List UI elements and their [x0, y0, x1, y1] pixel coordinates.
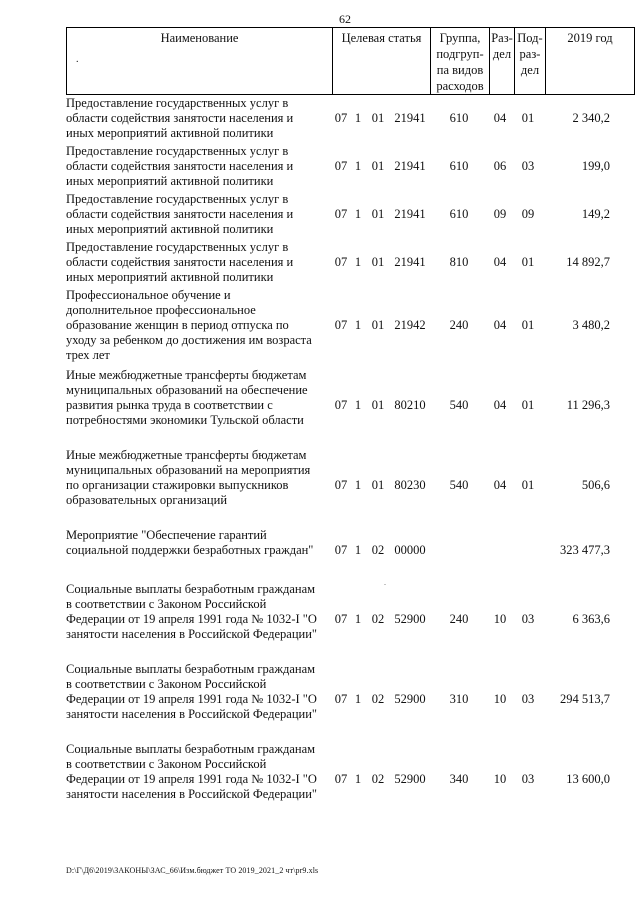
prog-code: 07: [334, 207, 348, 221]
amount: 14 892,7: [566, 255, 610, 269]
amount: 506,6: [581, 478, 610, 492]
row-name-line: по организации стажировки выпускников: [66, 478, 289, 492]
prog-code: 07: [334, 692, 348, 706]
section-code: 04: [493, 111, 507, 125]
row-name-line: области содействия занятости населения и: [66, 255, 294, 269]
amount: 2 340,2: [572, 111, 610, 125]
group-code: 810: [449, 255, 469, 269]
section-code: 04: [493, 478, 507, 492]
dir-code: 21941: [394, 207, 426, 221]
group-code: 240: [449, 318, 469, 332]
row-name-line: Предоставление государственных услуг в: [66, 240, 289, 254]
subsection-code: 01: [521, 398, 535, 412]
scan-speck: .: [384, 578, 386, 587]
dir-code: 80210: [394, 398, 426, 412]
row-name: [66, 582, 330, 642]
row-name-line: Федерации от 19 апреля 1991 года № 1032-I "О: [66, 612, 317, 626]
header-dot: .: [76, 54, 79, 65]
table-header: [66, 27, 635, 95]
group-code: 610: [449, 159, 469, 173]
dir-code: 21941: [394, 255, 426, 269]
row-name-line: дополнительное профессиональное: [66, 303, 256, 317]
row-name-line: иных мероприятий активной политики: [66, 270, 274, 284]
subsection-code: 01: [521, 478, 535, 492]
main-code: 02: [371, 692, 385, 706]
row-name-line: Иные межбюджетные трансферты бюджетам: [66, 448, 307, 462]
main-code: 02: [371, 543, 385, 557]
row-name-line: Социальные выплаты безработным гражданам: [66, 662, 316, 676]
sub-code: 1: [354, 692, 362, 706]
header-name: Наименование .: [67, 28, 333, 95]
row-name: [66, 144, 330, 189]
row-name-line: социальной поддержки безработных граждан": [66, 543, 314, 557]
row-name-line: иных мероприятий активной политики: [66, 174, 274, 188]
section-code: 10: [493, 612, 507, 626]
row-name: [66, 662, 330, 722]
amount: 323 477,3: [560, 543, 610, 557]
section-code: 04: [493, 398, 507, 412]
amount: 13 600,0: [566, 772, 610, 786]
row-name-line: Предоставление государственных услуг в: [66, 192, 289, 206]
row-name: [66, 240, 330, 285]
row-name-line: иных мероприятий активной политики: [66, 222, 274, 236]
sub-code: 1: [354, 398, 362, 412]
header-subsection: Под- раз- дел: [515, 28, 546, 95]
header-target: Целевая статья: [333, 28, 431, 95]
group-code: 540: [449, 398, 469, 412]
row-name-line: развития рынка труда в соответствии с: [66, 398, 273, 412]
dir-code: 52900: [394, 772, 426, 786]
row-name-line: в соответствии с Законом Российской: [66, 597, 267, 611]
group-code: 240: [449, 612, 469, 626]
sub-code: 1: [354, 478, 362, 492]
row-name-line: иных мероприятий активной политики: [66, 126, 274, 140]
group-code: 610: [449, 111, 469, 125]
sub-code: 1: [354, 111, 362, 125]
dir-code: 00000: [394, 543, 426, 557]
row-name-line: Федерации от 19 апреля 1991 года № 1032-I "О: [66, 772, 317, 786]
row-name-line: занятости населения в Российской Федерации": [66, 707, 318, 721]
sub-code: 1: [354, 318, 362, 332]
main-code: 02: [371, 612, 385, 626]
row-name-line: области содействия занятости населения и: [66, 159, 294, 173]
row-name-line: Мероприятие "Обеспечение гарантий: [66, 528, 267, 542]
group-code: 610: [449, 207, 469, 221]
section-code: 04: [493, 255, 507, 269]
subsection-code: 09: [521, 207, 535, 221]
prog-code: 07: [334, 478, 348, 492]
row-name-line: Предоставление государственных услуг в: [66, 96, 289, 110]
sub-code: 1: [354, 772, 362, 786]
row-name: [66, 192, 330, 237]
group-code: 310: [449, 692, 469, 706]
row-name-line: занятости населения в Российской Федерации": [66, 787, 318, 801]
row-name-line: образование женщин в период отпуска по: [66, 318, 289, 332]
main-code: 01: [371, 398, 385, 412]
header-section: Раз- дел: [490, 28, 515, 95]
row-name-line: потребностями экономики Тульской области: [66, 413, 304, 427]
row-name-line: уходу за ребенком до достижения им возраста: [66, 333, 312, 347]
row-name: [66, 742, 330, 802]
amount: 294 513,7: [560, 692, 610, 706]
row-name: [66, 528, 330, 558]
main-code: 01: [371, 159, 385, 173]
row-name-line: Иные межбюджетные трансферты бюджетам: [66, 368, 307, 382]
row-name: [66, 448, 330, 508]
subsection-code: 01: [521, 255, 535, 269]
main-code: 02: [371, 772, 385, 786]
sub-code: 1: [354, 159, 362, 173]
subsection-code: 03: [521, 692, 535, 706]
main-code: 01: [371, 111, 385, 125]
prog-code: 07: [334, 612, 348, 626]
section-code: 06: [493, 159, 507, 173]
section-code: 10: [493, 772, 507, 786]
main-code: 01: [371, 207, 385, 221]
section-code: 10: [493, 692, 507, 706]
row-name-line: трех лет: [66, 348, 110, 362]
amount: 3 480,2: [572, 318, 610, 332]
prog-code: 07: [334, 398, 348, 412]
group-code: 540: [449, 478, 469, 492]
amount: 149,2: [581, 207, 610, 221]
row-name-line: образовательных организаций: [66, 493, 228, 507]
row-name-line: Федерации от 19 апреля 1991 года № 1032-I "О: [66, 692, 317, 706]
dir-code: 52900: [394, 612, 426, 626]
main-code: 01: [371, 318, 385, 332]
dir-code: 21941: [394, 159, 426, 173]
page-number: 62: [339, 12, 351, 26]
subsection-code: 03: [521, 772, 535, 786]
subsection-code: 03: [521, 159, 535, 173]
row-name-line: муниципальных образований на мероприятия: [66, 463, 311, 477]
dir-code: 80230: [394, 478, 426, 492]
file-path: D:\Г\Д6\2019\ЗАКОНЫ\ЗАС_66\Изм.бюджет ТО 2019_2021_2 чт\pr9.xls: [66, 866, 319, 875]
prog-code: 07: [334, 111, 348, 125]
dir-code: 21942: [394, 318, 426, 332]
prog-code: 07: [334, 255, 348, 269]
dir-code: 21941: [394, 111, 426, 125]
row-name: [66, 368, 330, 428]
row-name: [66, 288, 330, 363]
header-year: 2019 год: [546, 28, 635, 95]
sub-code: 1: [354, 543, 362, 557]
group-code: 340: [449, 772, 469, 786]
row-name-line: в соответствии с Законом Российской: [66, 757, 267, 771]
row-name-line: области содействия занятости населения и: [66, 111, 294, 125]
prog-code: 07: [334, 159, 348, 173]
main-code: 01: [371, 255, 385, 269]
prog-code: 07: [334, 318, 348, 332]
row-name-line: Предоставление государственных услуг в: [66, 144, 289, 158]
row-name-line: Социальные выплаты безработным гражданам: [66, 582, 316, 596]
row-name-line: Профессиональное обучение и: [66, 288, 231, 302]
section-code: 09: [493, 207, 507, 221]
header-group: Группа, подгруп- па видов расходов: [431, 28, 490, 95]
dir-code: 52900: [394, 692, 426, 706]
sub-code: 1: [354, 612, 362, 626]
row-name-line: муниципальных образований на обеспечение: [66, 383, 308, 397]
section-code: 04: [493, 318, 507, 332]
row-name-line: занятости населения в Российской Федерации": [66, 627, 318, 641]
subsection-code: 03: [521, 612, 535, 626]
row-name-line: в соответствии с Законом Российской: [66, 677, 267, 691]
sub-code: 1: [354, 207, 362, 221]
row-name: [66, 96, 330, 141]
prog-code: 07: [334, 772, 348, 786]
amount: 11 296,3: [566, 398, 610, 412]
sub-code: 1: [354, 255, 362, 269]
subsection-code: 01: [521, 318, 535, 332]
prog-code: 07: [334, 543, 348, 557]
row-name-line: области содействия занятости населения и: [66, 207, 294, 221]
row-name-line: Социальные выплаты безработным гражданам: [66, 742, 316, 756]
main-code: 01: [371, 478, 385, 492]
amount: 199,0: [581, 159, 610, 173]
amount: 6 363,6: [572, 612, 610, 626]
subsection-code: 01: [521, 111, 535, 125]
